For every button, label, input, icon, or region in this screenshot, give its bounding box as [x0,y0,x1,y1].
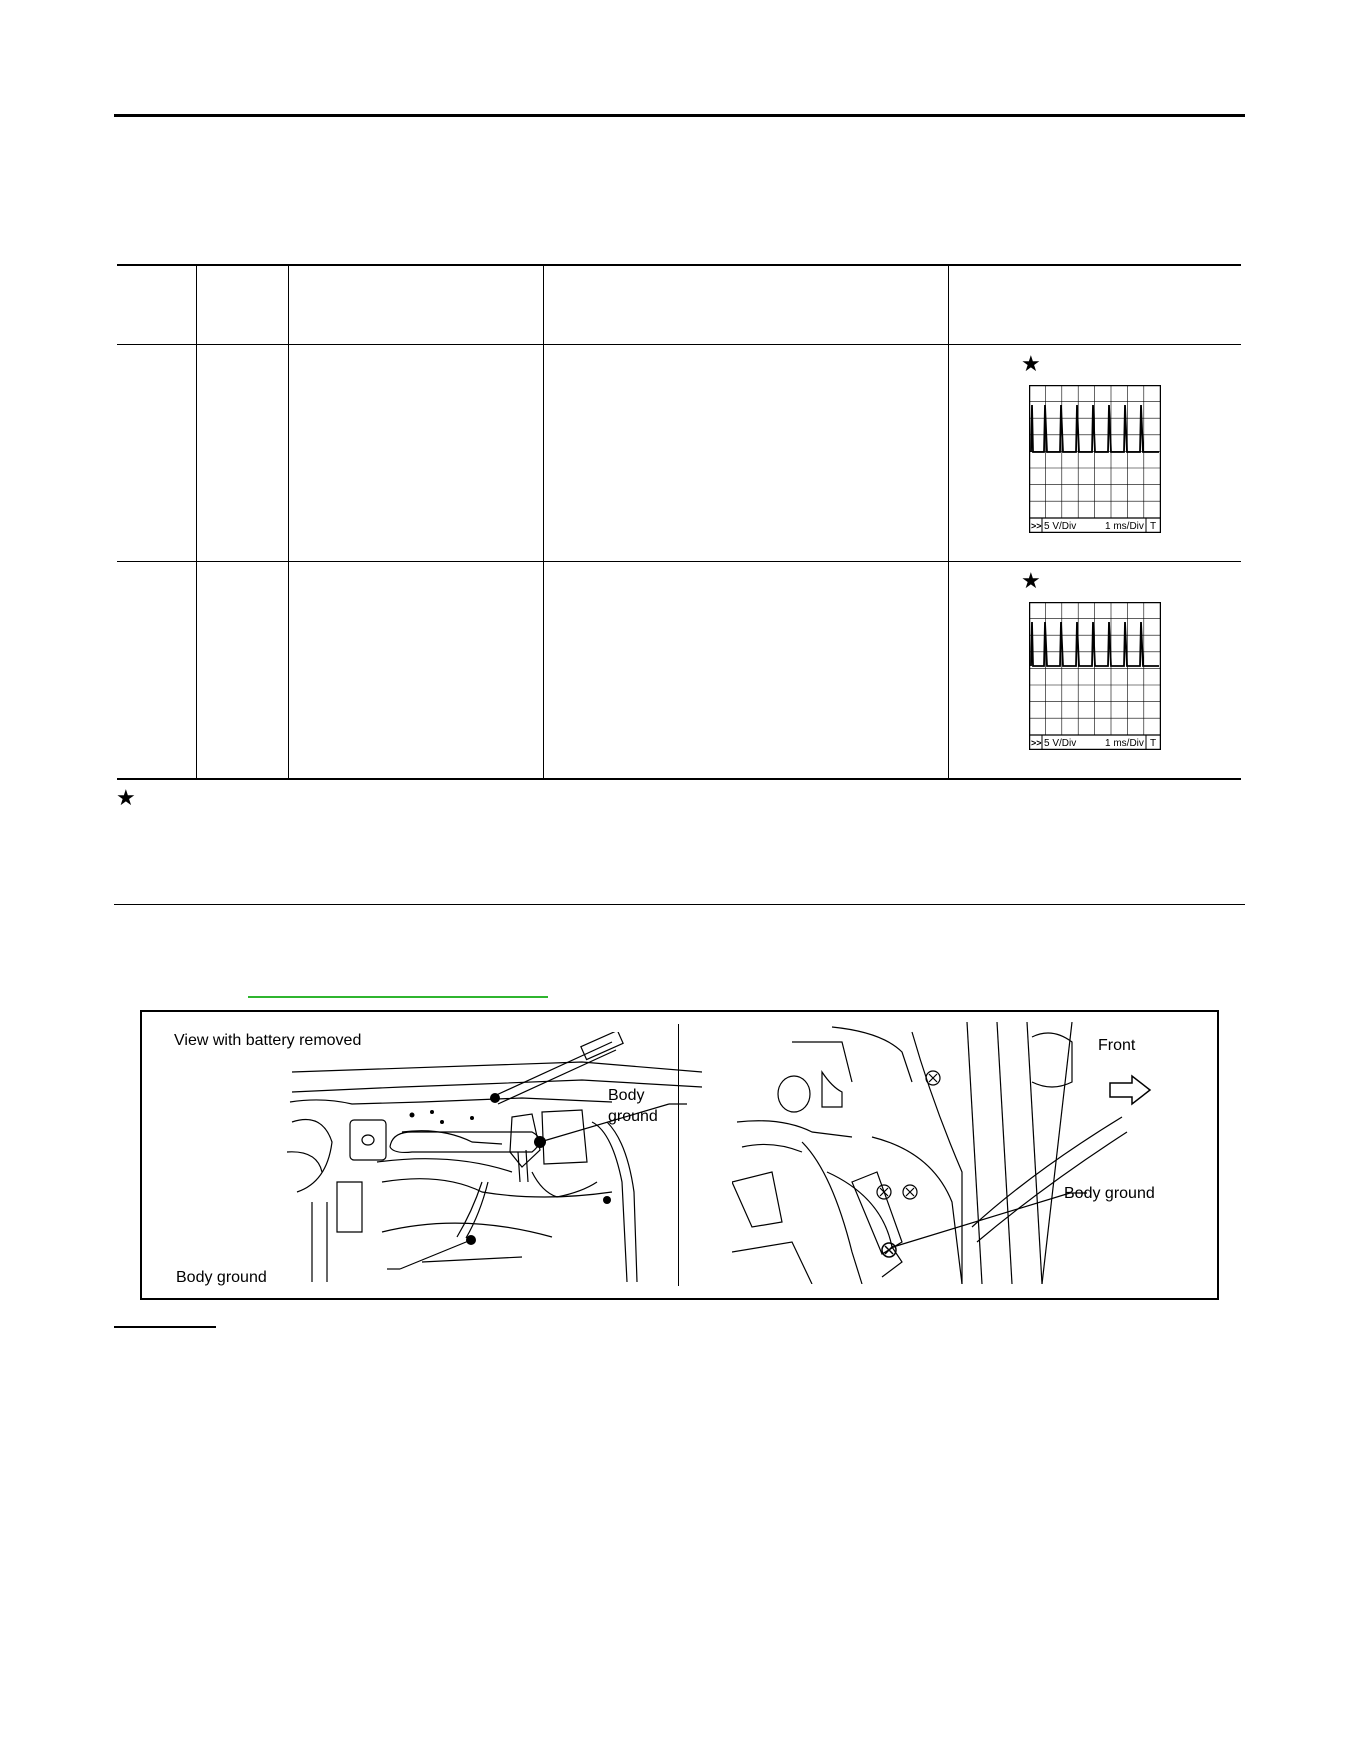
front-direction-label: Front [1098,1037,1136,1054]
footnote-star-icon: ★ [116,786,136,811]
table-header-divider [117,344,1241,345]
figure-footer-rule [114,1326,216,1328]
row1-arrow-label: >> [1031,521,1042,531]
right-callout-body-ground: Body ground [1064,1185,1155,1202]
left-panel-caption: View with battery removed [174,1032,362,1049]
left-callout-body-ground-top: Body ground [608,1087,658,1125]
row1-volt-div: 5 V/Div [1044,521,1077,532]
left-engine-drawing [282,1032,702,1287]
row2-waveform [1029,602,1161,750]
row2-trigger: T [1150,738,1157,749]
right-chassis-drawing [732,1022,1192,1284]
row1-star-icon: ★ [1021,352,1041,377]
reference-link-underline[interactable] [248,996,548,998]
table-col-divider-4 [948,264,949,780]
row2-volt-div: 5 V/Div [1044,738,1077,749]
row1-waveform [1029,385,1161,533]
row2-oscilloscope [1029,602,1161,750]
table-col-divider-3 [543,264,544,780]
row2-arrow-label: >> [1031,738,1042,748]
row2-time-div: 1 ms/Div [1105,738,1144,749]
table-col-divider-1 [196,264,197,780]
row1-time-div: 1 ms/Div [1105,521,1144,532]
row1-oscilloscope [1029,385,1161,533]
top-rule [114,114,1245,117]
ground-location-figure [140,1010,1219,1300]
table-row-divider [117,561,1241,562]
left-callout-body-ground-bottom: Body ground [176,1269,267,1286]
table-top-border [117,264,1241,266]
table-col-divider-2 [288,264,289,780]
table-bottom-border [117,778,1241,780]
row1-trigger: T [1150,521,1157,532]
row2-star-icon: ★ [1021,569,1041,594]
section-rule [114,904,1245,905]
